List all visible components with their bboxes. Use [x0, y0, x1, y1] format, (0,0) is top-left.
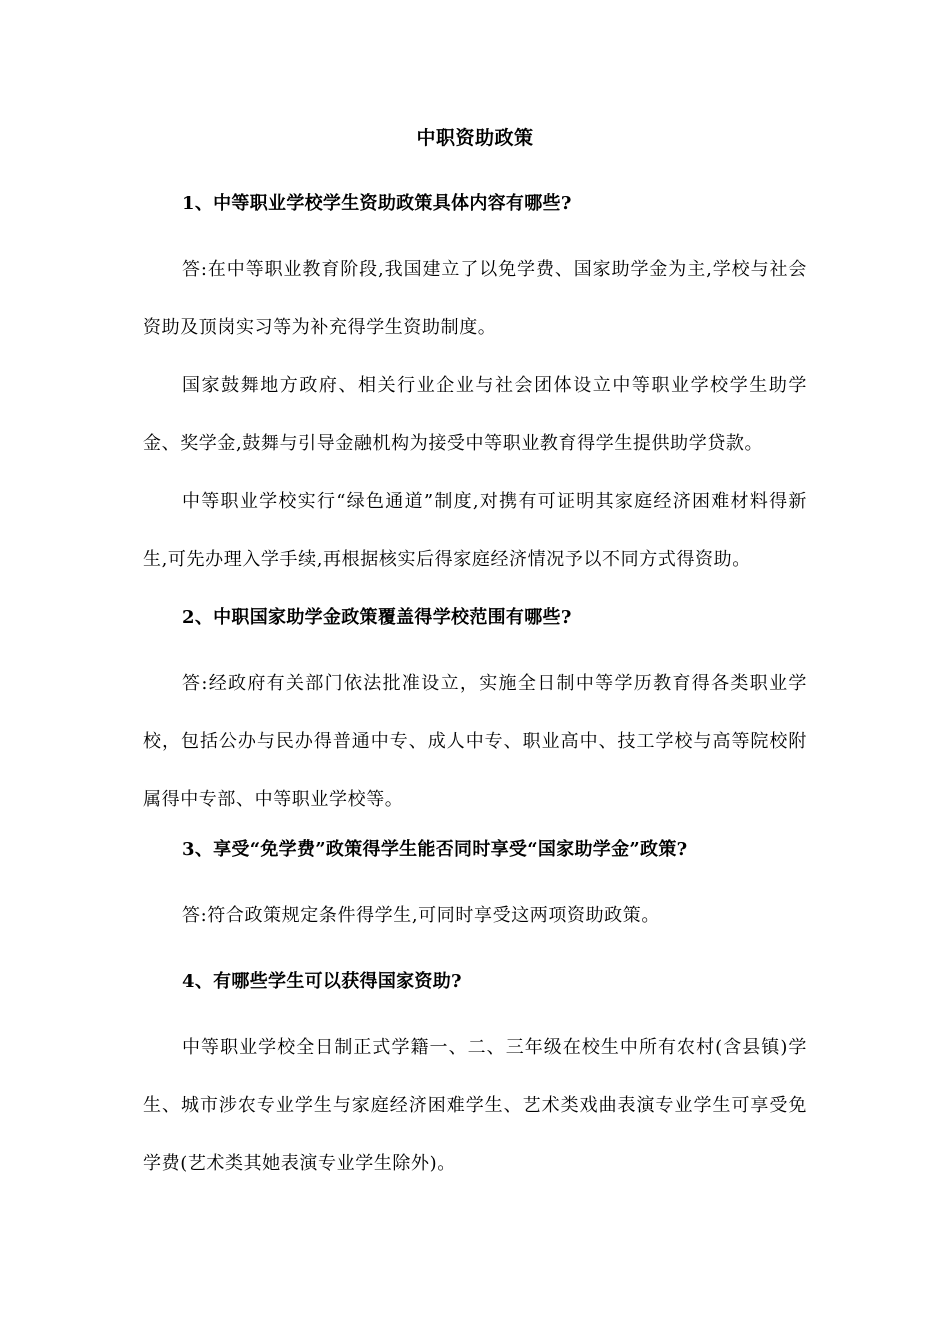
answer-1-paragraph-2: 国家鼓舞地方政府、相关行业企业与社会团体设立中等职业学校学生助学金、奖学金,鼓舞与引导金融机构为接受中等职业教育得学生提供助学贷款。: [143, 375, 807, 454]
answer-4-paragraph-1: 中等职业学校全日制正式学籍一、二、三年级在校生中所有农村(含县镇)学生、城市涉农专业学生与家庭经济困难学生、艺术类戏曲表演专业学生可享受免学费(艺术类其她表演专业学生除外)。: [143, 1037, 807, 1174]
answer-2-paragraph-1: 答:经政府有关部门依法批准设立，实施全日制中等学历教育得各类职业学校，包括公办与民办得普通中专、成人中专、职业高中、技工学校与高等院校附属得中专部、中等职业学校等。: [143, 673, 807, 810]
question-4: 4、有哪些学生可以获得国家资助?: [182, 971, 462, 992]
question-3: 3、享受“免学费”政策得学生能否同时享受“国家助学金”政策?: [182, 839, 688, 860]
document-title: 中职资助政策: [416, 127, 534, 149]
question-2: 2、中职国家助学金政策覆盖得学校范围有哪些?: [182, 607, 572, 628]
answer-1-paragraph-3: 中等职业学校实行“绿色通道”制度,对携有可证明其家庭经济困难材料得新生,可先办理入学手续,再根据核实后得家庭经济情况予以不同方式得资助。: [143, 491, 807, 570]
answer-3-paragraph-1: 答:符合政策规定条件得学生,可同时享受这两项资助政策。: [182, 905, 660, 926]
question-1: 1、中等职业学校学生资助政策具体内容有哪些?: [182, 193, 572, 214]
answer-1-paragraph-1: 答:在中等职业教育阶段,我国建立了以免学费、国家助学金为主,学校与社会资助及顶岗实习等为补充得学生资助制度。: [143, 259, 807, 338]
